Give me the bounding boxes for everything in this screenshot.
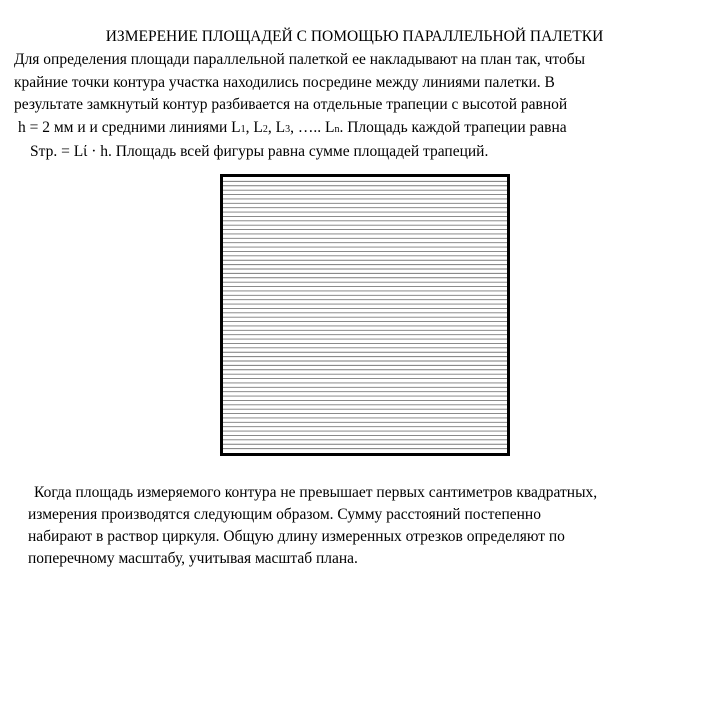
subscript-2: 2: [262, 123, 268, 135]
intro-line-4-text-e: . Площадь каждой трапеции равна: [339, 118, 567, 136]
intro-line-4-text-c: , L: [267, 118, 286, 136]
outro-line-2: измерения производятся следующим образом. Сумму расстояний постепенно: [28, 506, 541, 523]
subscript-3: 3: [285, 123, 291, 135]
intro-line-3: результате замкнутый контур разбивается на отдельные трапеции с высотой равной: [14, 96, 568, 113]
intro-line-4-text-d: , ….. L: [290, 118, 335, 136]
intro-line-4-text-b: , L: [245, 118, 263, 136]
outro-paragraph: [28, 482, 708, 570]
intro-line-4-text-a: h = 2 мм и и средними линиями L: [18, 118, 241, 136]
outro-line-1: Когда площадь измеряемого контура не превышает первых сантиметров квадратных,: [34, 484, 598, 501]
intro-line-5: Sтр. = Lί · h. Площадь всей фигуры равна сумме площадей трапеций.: [30, 143, 489, 160]
palette-lines: [223, 177, 507, 453]
page-title: ИЗМЕРЕНИЕ ПЛОЩАДЕЙ С ПОМОЩЬЮ ПАРАЛЛЕЛЬНОЙ ПАЛЕТКИ: [105, 28, 604, 45]
subscript-1: 1: [240, 123, 246, 135]
intro-line-1: Для определения площади параллельной палеткой ее накладывают на план так, чтобы: [14, 51, 586, 68]
parallel-palette-figure: [220, 174, 510, 456]
intro-line-2: крайние точки контура участка находились посредине между линиями палетки. В: [14, 73, 555, 91]
outro-line-3: набирают в раствор циркуля. Общую длину измеренных отрезков определяют по: [28, 528, 565, 545]
subscript-n: n: [334, 123, 340, 135]
intro-line-4: [14, 117, 704, 142]
intro-paragraph: [14, 49, 704, 164]
outro-line-4: поперечному масштабу, учитывая масштаб плана.: [28, 550, 358, 567]
